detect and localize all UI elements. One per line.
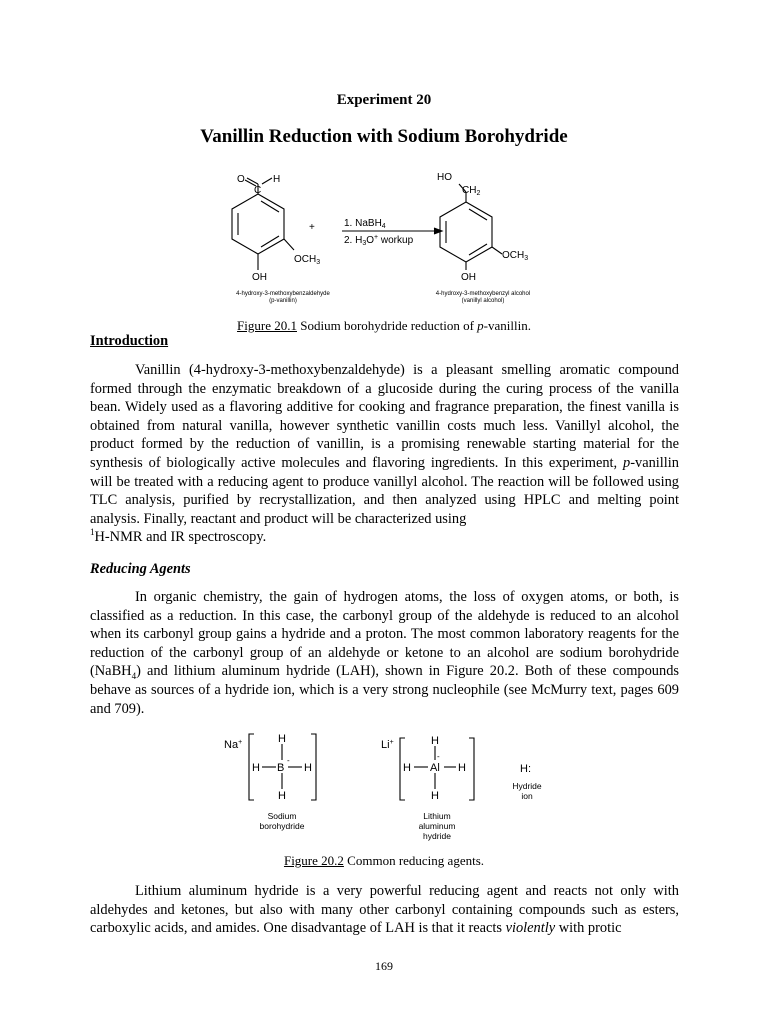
sodium-label-line-1: Sodium xyxy=(267,811,297,821)
product-ch2-label: CH xyxy=(462,185,477,196)
product-iupac-name: 4-hydroxy-3-methoxybenzyl alcohol xyxy=(435,291,531,297)
reagent-step-1-subscript: 4 xyxy=(381,223,386,230)
sodium-label-line-2: borohydride xyxy=(259,821,305,831)
figure-20-1-caption-text: Sodium borohydride reduction of xyxy=(296,318,478,333)
figure-20-2-label: Figure 20.2 xyxy=(283,853,344,868)
lithium-label-line-2: aluminum xyxy=(418,821,456,831)
figure-20-1-caption-end: -vanillin. xyxy=(483,318,531,333)
reactant-hydroxyl-label: OH xyxy=(252,272,267,283)
product-methoxy-label: OCH xyxy=(502,250,525,261)
page-title: Vanillin Reduction with Sodium Borohydride xyxy=(200,126,568,147)
reducing-text-2: ) and lithium aluminum hydride (LAH), shown in Figure 20.2. Both of these compounds behave as sources of a hydride ion, which is a very strong nucleophile (see McMurry text, pages 609 and 709). xyxy=(90,663,679,717)
figure-20-2-caption xyxy=(0,853,768,869)
aluminum-charge: - xyxy=(437,752,440,761)
lah-top-hydrogen: H xyxy=(431,735,439,747)
lah-italic: violently xyxy=(505,920,556,937)
reagent-step-2-subscript: 3 xyxy=(362,240,367,247)
lah-left-hydrogen: H xyxy=(403,762,411,774)
intro-text-1: Vanillin (4-hydroxy-3-methoxybenzaldehyde) is a pleasant smelling aromatic compound formed through the enzymatic breakdown of a glucoside during the curing process of the vanilla bean. Widely used as a flavoring additive for cooking and fragrance preparation, the finest vanilla is obtained from natural vanilla, however synthetic vanillin costs much less. Vanillyl alcohol, the product formed by the reduction of vanillin, is a promising renewable starting material for the synthesis of biologically active molecules and flavoring ingredients. In this experiment, xyxy=(90,362,679,471)
reactant-hydrogen-label: H xyxy=(273,174,281,185)
aluminum-label: Al xyxy=(430,762,440,774)
figure-20-1-label: Figure 20.1 xyxy=(237,318,297,333)
boron-charge: - xyxy=(287,756,290,765)
reducing-subscript: 4 xyxy=(131,671,137,682)
hydride-symbol: H: xyxy=(520,763,531,775)
reagent-step-1: 1. NaBH xyxy=(344,218,382,229)
reactant-methoxy-label: OCH xyxy=(294,254,317,265)
lah-right-hydrogen: H xyxy=(458,762,466,774)
svg-text:Li+ xyxy=(381,739,394,751)
nabh4-left-hydrogen: H xyxy=(252,762,260,774)
reducing-text-1: In organic chemistry, the gain of hydrogen atoms, the loss of oxygen atoms, or both, is classified as a reduction. In this case, the carbonyl group of the aldehyde is reduced to an alcohol when its carbonyl group gains a hydride and a proton. The most common laboratory reagents for the reduction of the carbonyl group of an aldehyde or ketone to an alcohol are sodium borohydride (NaBH xyxy=(90,589,679,680)
nabh4-top-hydrogen: H xyxy=(278,733,286,745)
boron-label: B xyxy=(277,762,285,774)
intro-text-2: -vanillin will be treated with a reducing agent to produce vanillyl alcohol. The reaction will be followed using TLC analysis, purified by recrystallization, and then analyzed using HPLC and melting point analysis. Finally, reactant and product will be characterized using xyxy=(90,454,679,527)
nabh4-bottom-hydrogen: H xyxy=(278,790,286,802)
svg-text:Na+ xyxy=(224,739,242,751)
intro-superscript: 1 xyxy=(90,527,95,538)
figure-20-1-caption-italic: p xyxy=(477,318,484,333)
lah-text-1: Lithium aluminum hydride is a very powerful reducing agent and reacts not only with aldehydes and ketones, but also with many other carbonyl containing compounds such as esters, carboxylic acids, and amides. One disadvantage of LAH is that it reacts xyxy=(90,883,679,937)
reactant-oxygen-label: O xyxy=(237,174,245,185)
lithium-charge: + xyxy=(389,739,394,746)
reagent-step-2c: workup xyxy=(378,235,414,246)
reagent-step-2a: 2. H xyxy=(344,235,363,246)
reducing-agents-heading: Reducing Agents xyxy=(90,561,191,577)
reactant-iupac-name: 4-hydroxy-3-methoxybenzaldehyde xyxy=(236,291,330,297)
lah-text-2: with protic xyxy=(555,920,622,937)
lithium-cation-label: Li xyxy=(381,739,390,751)
lithium-label-line-1: Lithium xyxy=(423,811,451,821)
page-number: 169 xyxy=(375,959,393,973)
lah-paragraph xyxy=(90,882,679,938)
product-methoxy-subscript: 3 xyxy=(524,255,529,262)
product-common-name: (vanillyl alcohol) xyxy=(461,298,505,304)
introduction-heading: Introduction xyxy=(90,333,169,349)
hydride-label-line-2: ion xyxy=(521,791,533,801)
nabh4-right-hydrogen: H xyxy=(304,762,312,774)
product-hydroxyl-label: OH xyxy=(461,272,476,283)
lithium-label-line-3: hydride xyxy=(423,831,451,841)
intro-italic-p: p xyxy=(623,454,631,471)
reactant-carbon-label: C xyxy=(254,185,262,196)
plus-sign: + xyxy=(309,222,315,233)
reactant-common-name: (p-vanillin) xyxy=(269,298,297,304)
reagent-step-2b: O xyxy=(366,235,375,246)
experiment-number: Experiment 20 xyxy=(336,92,432,108)
reagent-step-2-superscript: + xyxy=(374,234,379,241)
sodium-cation-label: Na xyxy=(224,739,239,751)
sodium-charge: + xyxy=(238,739,243,746)
intro-text-3: H-NMR and IR spectroscopy. xyxy=(94,529,267,546)
product-ch2-subscript: 2 xyxy=(476,190,481,197)
lah-bottom-hydrogen: H xyxy=(431,790,439,802)
reactant-methoxy-subscript: 3 xyxy=(316,259,321,266)
hydride-label-line-1: Hydride xyxy=(512,781,542,791)
figure-20-2-caption-text: Common reducing agents. xyxy=(343,853,485,868)
product-hydroxyl-top-label: HO xyxy=(437,172,452,183)
